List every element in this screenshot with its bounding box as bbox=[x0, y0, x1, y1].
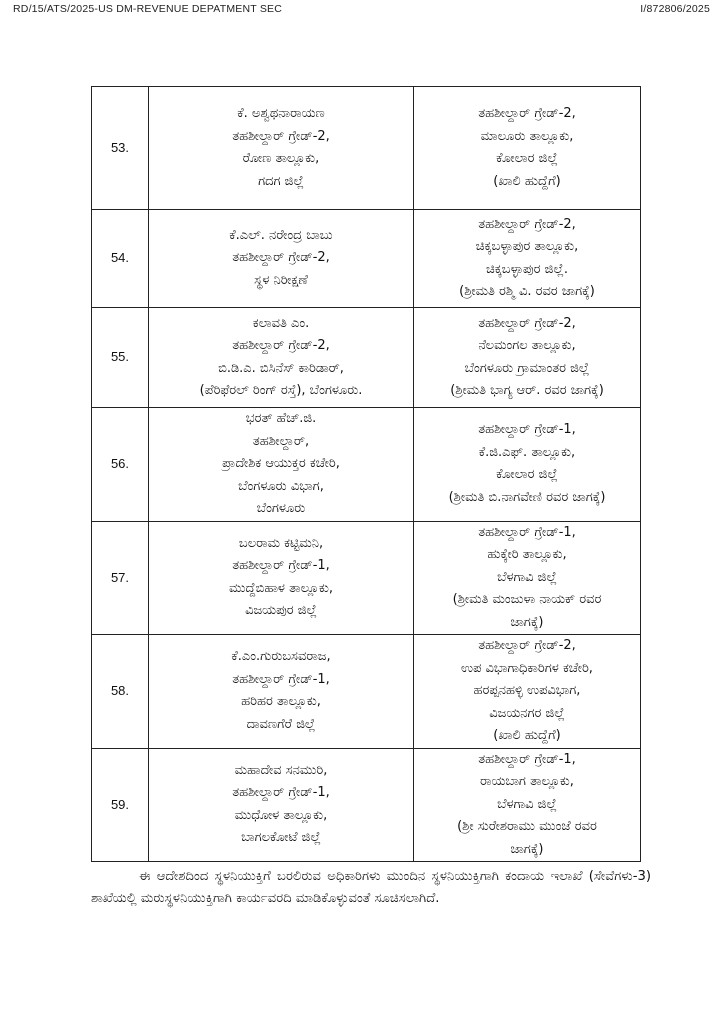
new-post-line: (ಶ್ರೀಮತಿ ಬಿ.ನಾಗವೇಣಿ ರವರ ಜಾಗಕ್ಕೆ) bbox=[448, 489, 606, 505]
file-reference: RD/15/ATS/2025-US DM-REVENUE DEPATMENT SEC bbox=[13, 3, 283, 15]
current-post-line: ಮಹಾದೇವ ಸನಮುರಿ, bbox=[234, 762, 328, 778]
new-post-line: ವಿಜಯನಗರ ಜಿಲ್ಲೆ bbox=[489, 705, 565, 721]
current-post-line: ತಹಶೀಲ್ದಾರ್ ಗ್ರೇಡ್-2, bbox=[232, 128, 330, 144]
current-post-line: ಬೆಂಗಳೂರು ವಿಭಾಗ, bbox=[238, 478, 324, 494]
new-post-line: ಹರಪ್ಪನಹಳ್ಳಿ ಉಪವಿಭಾಗ, bbox=[473, 683, 581, 698]
new-post-line: ತಹಶೀಲ್ದಾರ್ ಗ್ರೇಡ್-2, bbox=[478, 216, 576, 232]
officer-current-post bbox=[149, 210, 414, 308]
current-post-line: ತಹಶೀಲ್ದಾರ್, bbox=[252, 433, 310, 449]
officer-current-post bbox=[149, 87, 414, 210]
new-post-line: ತಹಶೀಲ್ದಾರ್ ಗ್ರೇಡ್-1, bbox=[478, 422, 576, 438]
current-post-line: ಭರತ್ ಹೆಚ್.ಜಿ. bbox=[245, 411, 317, 426]
new-post-line: ಕೆ.ಜಿ.ಎಫ್. ತಾಲ್ಲೂಕು, bbox=[478, 444, 576, 460]
current-post-line: ಕಲಾವತಿ ಎಂ. bbox=[252, 315, 310, 331]
table-row bbox=[92, 408, 641, 522]
new-post-line: (ಶ್ರೀಮತಿ ಭಾಗ್ಯ ಆರ್. ರವರ ಜಾಗಕ್ಕೆ) bbox=[450, 383, 604, 398]
footer-text: ಈ ಆದೇಶದಿಂದ ಸ್ಥಳನಿಯುಕ್ತಿಗೆ ಬರಲಿರುವ ಅಧಿಕಾರಿಗಳು ಮುಂದಿನ ಸ್ಥಳನಿಯುಕ್ತಿಗಾಗಿ ಕಂದಾಯ ಇಲಾಖೆ (ಸೇವೆಗಳು-3) ಶಾಖೆಯಲ್ಲಿ ಮರುಸ್ಥಳನಿಯುಕ್ತಿಗಾಗಿ ಕಾರ್ಯವರದಿ ಮಾಡಿಕೊಳ್ಳುವಂತೆ ಸೂಚಿಸಲಾಗಿದೆ. bbox=[91, 869, 651, 906]
new-post-line: ಜಾಗಕ್ಕೆ) bbox=[510, 614, 544, 630]
serial-number: 57. bbox=[92, 521, 149, 635]
current-post-line: ರೋಣ ತಾಲ್ಲೂಕು, bbox=[242, 151, 320, 166]
current-post-line: ಮುದ್ದೆಬಿಹಾಳ ತಾಲ್ಲೂಕು, bbox=[229, 580, 333, 596]
officer-current-post bbox=[149, 408, 414, 522]
current-post-line: ಬೆಂಗಳೂರು bbox=[256, 501, 306, 516]
new-post-line: ತಹಶೀಲ್ದಾರ್ ಗ್ರೇಡ್-1, bbox=[478, 524, 576, 540]
new-post-line: ತಹಶೀಲ್ದಾರ್ ಗ್ರೇಡ್-2, bbox=[478, 315, 576, 331]
new-post-line: (ಶ್ರೀಮತಿ ರಶ್ಮಿ ವಿ. ರವರ ಜಾಗಕ್ಕೆ) bbox=[459, 284, 595, 299]
officer-current-post bbox=[149, 521, 414, 635]
new-post-line: ಮಾಲೂರು ತಾಲ್ಲೂಕು, bbox=[480, 128, 574, 144]
table-row bbox=[92, 521, 641, 635]
new-post-line: ಬೆಳಗಾವಿ ಜಿಲ್ಲೆ bbox=[497, 796, 557, 812]
current-post-line: ಬಲರಾಮ ಕಟ್ಟಿಮನಿ, bbox=[238, 535, 324, 551]
new-post-line: ತಹಶೀಲ್ದಾರ್ ಗ್ರೇಡ್-2, bbox=[478, 106, 576, 121]
officer-new-post bbox=[414, 210, 641, 308]
current-post-line: ಗದಗ ಜಿಲ್ಲೆ bbox=[258, 173, 304, 189]
current-post-line: ವಿಜಯಪುರ ಜಿಲ್ಲೆ bbox=[245, 603, 317, 619]
table-row bbox=[92, 87, 641, 210]
current-post-line: ದಾವಣಗೆರೆ ಜಿಲ್ಲೆ bbox=[246, 716, 316, 732]
table-row bbox=[92, 210, 641, 308]
new-post-line: ನೆಲಮಂಗಲ ತಾಲ್ಲೂಕು, bbox=[478, 338, 576, 353]
current-post-line: (ಪೆರಿಫೆರಲ್ ರಿಂಗ್ ರಸ್ತೆ), ಬೆಂಗಳೂರು. bbox=[199, 383, 363, 398]
current-post-line: ಕೆ.ಎಂ.ಗುರುಬಸವರಾಜ, bbox=[231, 649, 331, 665]
current-post-line: ತಹಶೀಲ್ದಾರ್ ಗ್ರೇಡ್-1, bbox=[232, 671, 330, 687]
current-post-line: ಮುಧೋಳ ತಾಲ್ಲೂಕು, bbox=[234, 807, 328, 823]
current-post-line: ತಹಶೀಲ್ದಾರ್ ಗ್ರೇಡ್-1, bbox=[232, 558, 330, 574]
new-post-line: ರಾಯಬಾಗ ತಾಲ್ಲೂಕು, bbox=[480, 774, 574, 789]
transfer-table bbox=[91, 86, 641, 862]
officer-current-post bbox=[149, 308, 414, 408]
current-post-line: ಕೆ. ಅಶ್ವಥನಾರಾಯಣ bbox=[237, 106, 325, 121]
officer-new-post bbox=[414, 635, 641, 749]
table-row bbox=[92, 308, 641, 408]
serial-number: 56. bbox=[92, 408, 149, 522]
current-post-line: ತಹಶೀಲ್ದಾರ್ ಗ್ರೇಡ್-1, bbox=[232, 785, 330, 801]
current-post-line: ತಹಶೀಲ್ದಾರ್ ಗ್ರೇಡ್-2, bbox=[232, 250, 330, 266]
new-post-line: ಜಾಗಕ್ಕೆ) bbox=[510, 841, 544, 857]
current-post-line: ಬಾಗಲಕೋಟೆ ಜಿಲ್ಲೆ bbox=[241, 830, 321, 846]
officer-new-post bbox=[414, 408, 641, 522]
new-post-line: ಬೆಳಗಾವಿ ಜಿಲ್ಲೆ bbox=[497, 569, 557, 585]
current-post-line: ಹರಿಹರ ತಾಲ್ಲೂಕು, bbox=[241, 694, 321, 710]
new-post-line: ತಹಶೀಲ್ದಾರ್ ಗ್ರೇಡ್-2, bbox=[478, 638, 576, 653]
table-row bbox=[92, 748, 641, 862]
new-post-line: ಚಿಕ್ಕಬಳ್ಳಾಪುರ ಜಿಲ್ಲೆ. bbox=[485, 261, 569, 277]
current-post-line: ಕೆ.ಎಲ್. ನರೇಂದ್ರ ಬಾಬು bbox=[229, 227, 333, 243]
current-post-line: ಬಿ.ಡಿ.ಎ. ಬಿಸಿನೆಸ್ ಕಾರಿಡಾರ್, bbox=[218, 360, 344, 376]
current-post-line: ಪ್ರಾದೇಶಿಕ ಆಯುಕ್ತರ ಕಚೇರಿ, bbox=[222, 456, 340, 471]
serial-number: 54. bbox=[92, 210, 149, 308]
officer-new-post bbox=[414, 308, 641, 408]
table-row bbox=[92, 635, 641, 749]
page-header bbox=[13, 3, 710, 15]
officer-new-post bbox=[414, 521, 641, 635]
officer-new-post bbox=[414, 87, 641, 210]
new-post-line: (ಶ್ರೀ ಸುರೇಶರಾಮು ಮುಂಜೆ ರವರ bbox=[457, 819, 597, 834]
new-post-line: ತಹಶೀಲ್ದಾರ್ ಗ್ರೇಡ್-1, bbox=[478, 751, 576, 767]
footer-note bbox=[91, 866, 651, 910]
new-post-line: (ಶ್ರೀಮತಿ ಮಂಜುಳಾ ನಾಯಕ್ ರವರ bbox=[452, 592, 602, 607]
officer-new-post bbox=[414, 748, 641, 862]
new-post-line: ಉಪ ವಿಭಾಗಾಧಿಕಾರಿಗಳ ಕಚೇರಿ, bbox=[461, 660, 593, 676]
new-post-line: ಹುಕ್ಕೇರಿ ತಾಲ್ಲೂಕು, bbox=[487, 547, 567, 562]
new-post-line: ಚಿಕ್ಕಬಳ್ಳಾಪುರ ತಾಲ್ಲೂಕು, bbox=[475, 239, 579, 254]
new-post-line: (ಖಾಲಿ ಹುದ್ದೆಗೆ) bbox=[493, 728, 561, 743]
serial-number: 53. bbox=[92, 87, 149, 210]
document-number: I/872806/2025 bbox=[640, 3, 710, 15]
current-post-line: ತಹಶೀಲ್ದಾರ್ ಗ್ರೇಡ್-2, bbox=[232, 338, 330, 353]
officer-current-post bbox=[149, 748, 414, 862]
new-post-line: ಕೋಲಾರ ಜಿಲ್ಲೆ bbox=[496, 467, 558, 483]
serial-number: 59. bbox=[92, 748, 149, 862]
serial-number: 55. bbox=[92, 308, 149, 408]
new-post-line: ಬೆಂಗಳೂರು ಗ್ರಾಮಾಂತರ ಜಿಲ್ಲೆ bbox=[464, 360, 590, 376]
serial-number: 58. bbox=[92, 635, 149, 749]
officer-current-post bbox=[149, 635, 414, 749]
new-post-line: (ಖಾಲಿ ಹುದ್ದೆಗೆ) bbox=[493, 173, 561, 189]
new-post-line: ಕೋಲಾರ ಜಿಲ್ಲೆ bbox=[496, 151, 558, 166]
current-post-line: ಸ್ಥಳ ನಿರೀಕ್ಷಣೆ bbox=[254, 272, 308, 288]
